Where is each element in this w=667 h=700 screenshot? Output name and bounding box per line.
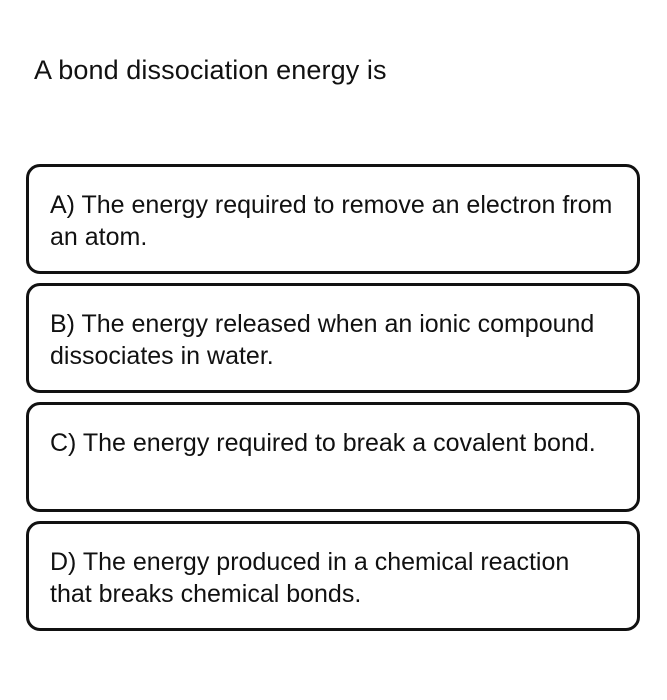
question-text: A bond dissociation energy is <box>34 55 387 85</box>
answer-option-a[interactable]: A) The energy required to remove an electron from an atom. <box>26 164 640 274</box>
answer-option-d[interactable]: D) The energy produced in a chemical reaction that breaks chemical bonds. <box>26 521 640 631</box>
answer-option-c[interactable]: C) The energy required to break a covalent bond. <box>26 402 640 512</box>
answer-option-b[interactable]: B) The energy released when an ionic compound dissociates in water. <box>26 283 640 393</box>
answer-options-list <box>26 164 640 640</box>
